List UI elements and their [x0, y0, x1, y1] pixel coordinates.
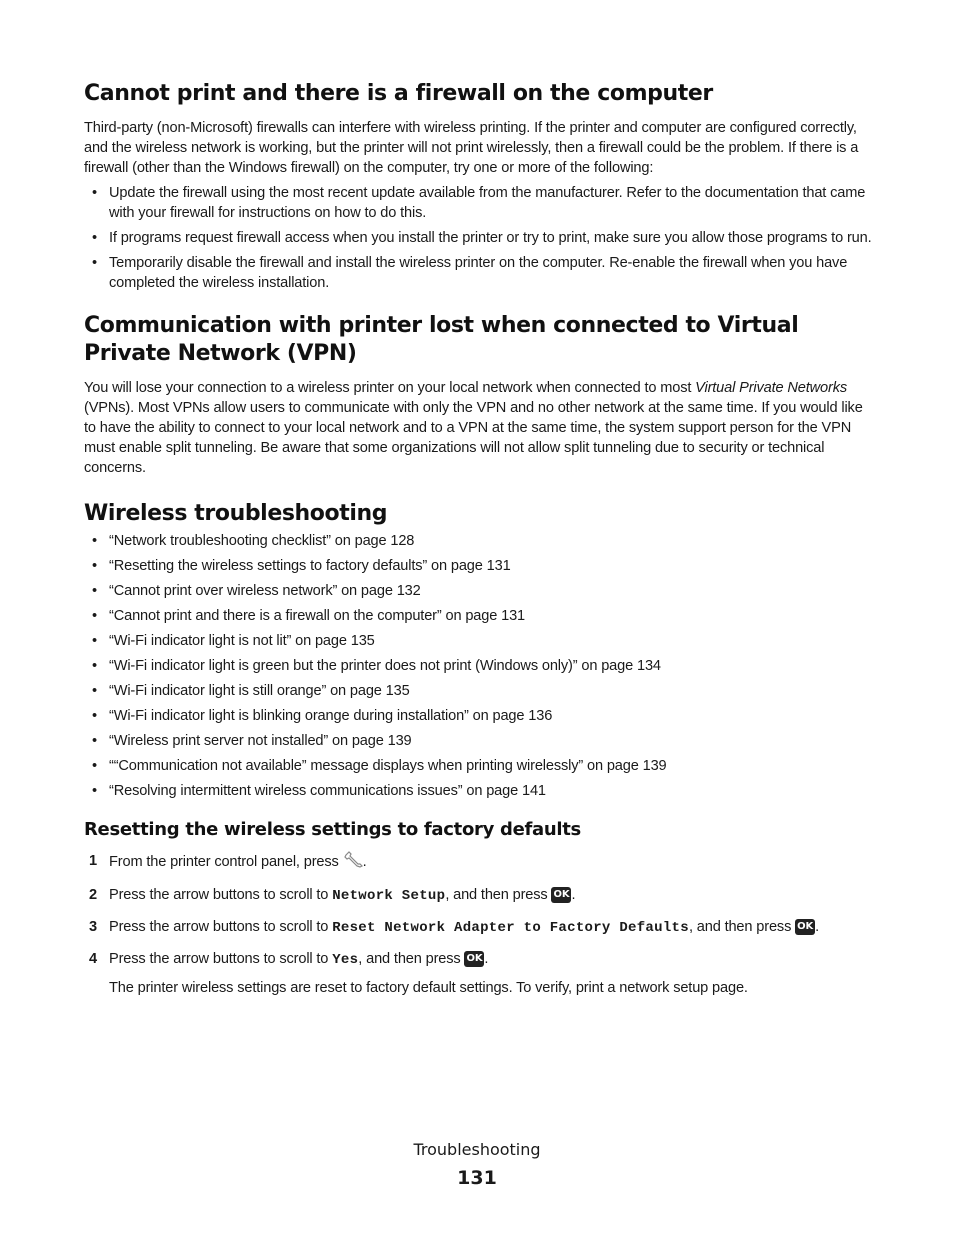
list-item — [84, 581, 872, 601]
ok-button-icon: OK — [551, 887, 571, 903]
list-item: • If programs request firewall access when you install the printer or try to print, make sure you allow those programs to run. — [92, 230, 872, 246]
vpn-heading: Communication with printer lost when connected to Virtual Private Network (VPN) — [84, 313, 799, 366]
list-item — [84, 556, 872, 576]
reset-heading: Resetting the wireless settings to factory defaults — [84, 819, 581, 840]
list-item — [84, 531, 872, 551]
bullet-icon: • — [92, 758, 97, 774]
menu-option-code: Network Setup — [332, 888, 446, 904]
cross-reference-link[interactable]: “Wi-Fi indicator light is not lit” on page 135 — [109, 633, 375, 649]
vpn-paragraph: You will lose your connection to a wireless printer on your local network when connected to most Virtual Private Networks (VPNs). Most VPNs allow users to communicate with only the VPN and no other network at the same time. If you would like to have the ability to connect to your local network and to a VPN at the same time, the system support person for the VPN must enable split tunneling. Be aware that some organizations will not allow split tunneling due to security or technical concerns. — [84, 380, 863, 476]
step-number: 3 — [89, 919, 97, 935]
bullet-icon: • — [92, 255, 97, 271]
firewall-intro: Third-party (non-Microsoft) firewalls can interfere with wireless printing. If the printer and computer are configured correctly, and the wireless network is working, but the printer will not print wirelessly, then a firewall could be the problem. If there is a firewall (other than the Windows firewall) on the computer, try one or more of the following: — [84, 120, 859, 176]
wrench-icon — [343, 851, 363, 874]
cross-reference-link[interactable]: “Wi-Fi indicator light is green but the printer does not print (Windows only)” on page 134 — [109, 658, 661, 674]
list-item: 4 Press the arrow buttons to scroll to Yes, and then press OK . — [89, 951, 489, 968]
section-reset-defaults — [84, 818, 872, 998]
page-content — [84, 80, 872, 998]
section-vpn — [84, 312, 872, 478]
bullet-icon: • — [92, 708, 97, 724]
ok-button-icon: OK — [464, 951, 484, 967]
cross-reference-link[interactable]: “Wi-Fi indicator light is blinking orange during installation” on page 136 — [109, 708, 553, 724]
step-number: 2 — [89, 887, 97, 903]
ok-button-icon: OK — [795, 919, 815, 935]
cross-reference-link[interactable]: ““Communication not available” message displays when printing wirelessly” on page 139 — [109, 758, 667, 774]
cross-reference-link[interactable]: “Wireless print server not installed” on page 139 — [109, 733, 412, 749]
bullet-icon: • — [92, 608, 97, 624]
list-item — [84, 656, 872, 676]
list-item — [84, 731, 872, 751]
bullet-icon: • — [92, 533, 97, 549]
cross-reference-link[interactable]: “Resetting the wireless settings to factory defaults” on page 131 — [109, 558, 511, 574]
section-wireless-troubleshooting — [84, 500, 872, 801]
cross-reference-link[interactable]: “Network troubleshooting checklist” on page 128 — [109, 533, 415, 549]
cross-reference-link[interactable]: “Cannot print and there is a firewall on the computer” on page 131 — [109, 608, 526, 624]
bullet-icon: • — [92, 185, 97, 201]
list-item — [84, 631, 872, 651]
section-firewall — [84, 80, 872, 293]
bullet-icon: • — [92, 633, 97, 649]
list-item: 1 From the printer control panel, press . — [84, 851, 872, 874]
cross-reference-link[interactable]: “Resolving intermittent wireless communications issues” on page 141 — [109, 783, 546, 799]
step-number: 1 — [89, 853, 97, 869]
list-item — [84, 681, 872, 701]
cross-reference-link[interactable]: “Wi-Fi indicator light is still orange” on page 135 — [109, 683, 410, 699]
menu-option-code: Yes — [332, 952, 359, 968]
bullet-icon: • — [92, 558, 97, 574]
wireless-heading: Wireless troubleshooting — [84, 501, 388, 526]
reset-steps-list — [84, 851, 872, 970]
reset-result-text: The printer wireless settings are reset to factory default settings. To verify, print a network setup page. — [109, 980, 748, 996]
list-item: • Temporarily disable the firewall and install the wireless printer on the computer. Re-enable the firewall when you have completed the wireless installation. — [92, 255, 848, 291]
bullet-icon: • — [92, 683, 97, 699]
wireless-link-list — [84, 531, 872, 801]
list-item — [84, 606, 872, 626]
list-item: 2 Press the arrow buttons to scroll to Network Setup, and then press OK . — [89, 887, 576, 904]
firewall-heading: Cannot print and there is a firewall on the computer — [84, 81, 713, 106]
bullet-icon: • — [92, 658, 97, 674]
menu-option-code: Reset Network Adapter to Factory Defaults — [332, 920, 689, 936]
bullet-icon: • — [92, 583, 97, 599]
bullet-icon: • — [92, 733, 97, 749]
list-item — [84, 781, 872, 801]
bullet-icon: • — [92, 230, 97, 246]
list-item: 3 Press the arrow buttons to scroll to Reset Network Adapter to Factory Defaults, and then press OK . — [89, 919, 819, 936]
list-item — [84, 756, 872, 776]
firewall-bullet-list — [84, 183, 872, 293]
footer-section-title: Troubleshooting — [413, 1140, 541, 1159]
list-item — [84, 706, 872, 726]
list-item: • Update the firewall using the most recent update available from the manufacturer. Refer to the documentation that came with your firewall for instructions on how to do this. — [92, 185, 866, 221]
cross-reference-link[interactable]: “Cannot print over wireless network” on page 132 — [109, 583, 421, 599]
step-number: 4 — [89, 951, 97, 967]
page-number: 131 — [457, 1167, 497, 1189]
bullet-icon: • — [92, 783, 97, 799]
